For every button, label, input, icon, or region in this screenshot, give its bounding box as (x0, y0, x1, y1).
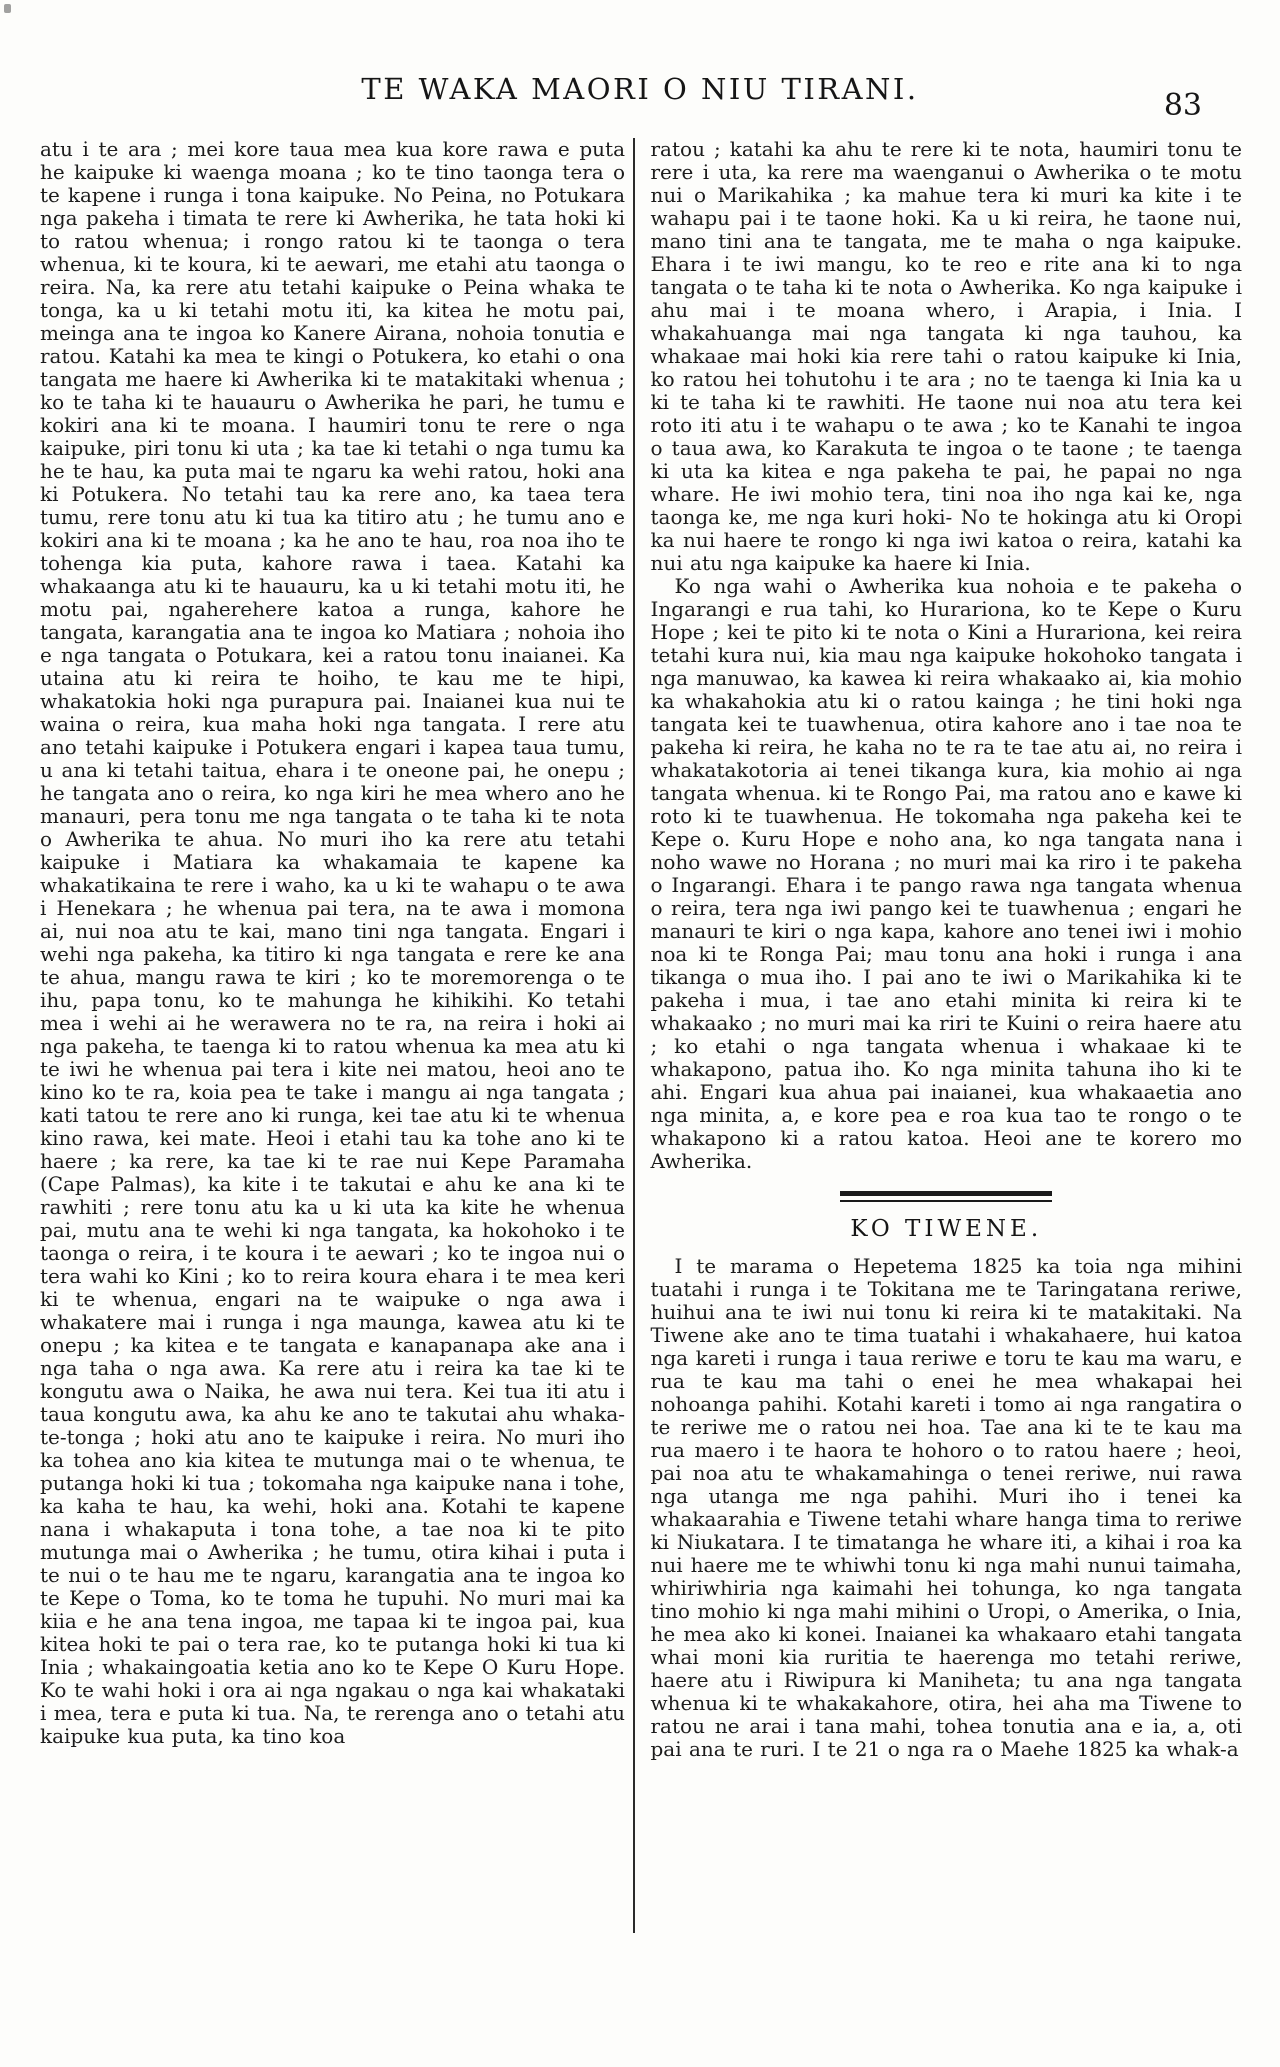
page-number: 83 (1163, 88, 1202, 123)
scan-artifact (4, 4, 11, 13)
right-column (651, 138, 1243, 1761)
article-paragraph: ratou ; katahi ka ahu te rere ki te nota, haumiri tonu te rere i uta, ka rere ma waenganui o Awherika o te motu nui o Marikahika ; ka mahue tera ki muri ka kite i te wahapu pai i te taone hoki. Ka u ki reira, he taone nui, mano tini ana te tangata, me te maha o nga kaipuke. Ehara i te iwi mangu, ko te reo e rite ana ki to nga tangata o te taha ki te nota o Awherika. Ko nga kaipuke i ahu mai i te moana whero, i Arapia, i Inia. I whakahuanga mai nga tangata ki nga tauhou, ka whakaae mai hoki kia rere tahi o ratou kaipuke ki Inia, ko ratou hei tohutohu i te ara ; no te taenga ki Inia ka u ki te taha ki te rawhiti. He taone nui noa atu tera kei roto iti atu i te wahapu o te awa ; ko te Kanahi te ingoa o taua awa, ko Karakuta te ingoa o te taone ; te taenga ki uta ka kitea e nga pakeha te pai, he papai no nga whare. He iwi mohio tera, tini noa iho nga kai ke, nga taonga ke, me nga kuri hoki- No te hokinga atu ki Oropi ka nui haere te rongo ki nga iwi katoa o reira, katahi ka nui atu nga kaipuke ka haere ki Inia. (650, 137, 1242, 575)
section-divider-rule (840, 1191, 1052, 1202)
article-paragraph-continuation: atu i te ara ; mei kore taua mea kua kore rawa e puta he kaipuke ki waenga moana ; ko te tino taonga tera o te kapene i runga i tona kaipuke. No Peina, no Potukara nga pakeha i timata te rere ki Awherika, he tata hoki ki to ratou whenua; i rongo ratou ki te taonga o tera whenua, ki te koura, ki te aewari, me etahi atu taonga o reira. Na, ka rere atu tetahi kaipuke o Peina whaka te tonga, ka u ki tetahi motu iti, ka kitea he motu pai, meinga ana te ingoa ko Kanere Airana, nohoia tonutia e ratou. Katahi ka mea te kingi o Potukera, ko etahi o ona tangata me haere ki Awherika ki te matakitaki whenua ; ko te taha ki te hauauru o Awherika he pari, he tumu e kokiri ana ki te moana. I haumiri tonu te rere o nga kaipuke, piri tonu ki uta ; ka tae ki tetahi o nga tumu ka he te hau, ka puta mai te ngaru ka wehi ratou, hoki ana ki Potukera. No tetahi tau ka rere ano, ka taea tera tumu, rere tonu atu ki tua ka titiro atu ; he tumu ano e kokiri ana ki te moana ; ka he ano te hau, roa noa iho te tohenga kia puta, kahore rawa i taea. Katahi ka whakaanga atu ki te hauauru, ka u ki tetahi motu iti, he motu pai, ngaherehere katoa a runga, kahore he tangata, karangatia ana te ingoa ko Matiara ; nohoia iho e nga tangata o Potukara, kei a ratou tonu inaianei. Ka utaina atu ki reira te hoiho, te kau me te hipi, whakatokia hoki nga purapura pai. Inaianei kua nui te waina o reira, kua maha hoki nga tangata. I rere atu ano tetahi kaipuke i Potukera engari i kapea taua tumu, u ana ki tetahi taitua, ehara i te oneone pai, he onepu ; he tangata ano o reira, ko nga kiri he mea whero ano he manauri, pera tonu me nga tangata o te taha ki te nota o Awherika te ahua. No muri iho ka rere atu tetahi kaipuke i Matiara ka whakamaia te kapene ka whakatikaina te rere i waho, ka u ki te wahapu o te awa i Henekara ; he whenua pai tera, na te awa i momona ai, nui noa atu te kai, mano tini nga tangata. Engari i wehi nga pakeha, ka titiro ki nga tangata e rere ke ana te ahua, mangu rawa te kiri ; ko te moremorenga o te ihu, papa tonu, ko te mahunga he kihikihi. Ko tetahi mea i wehi ai he werawera no te ra, na reira i hoki ai nga pakeha, te taenga ki to ratou whenua ka mea atu ki te iwi he whenua pai tera i kite nei matou, heoi ano te kino ko te ra, koia pea te take i mangu ai nga tangata ; kati tatou te rere ano ki runga, kei tae atu ki te whenua kino rawa, kei mate. Heoi i etahi tau ka tohe ano ki te haere ; ka rere, ka tae ki te rae nui Kepe Paramaha (Cape Palmas), ka kite i te takutai e ahu ke ana ki te rawhiti ; rere tonu atu ka u ki uta ka kite he whenua pai, mutu ana te wehi ki nga tangata, ka hokohoko i te taonga o reira, i te koura i te aewari ; ko te ingoa nui o tera wahi ko Kini ; ko to reira koura ehara i te mea keri ki te whenua, engari na te waipuke o nga awa i whakatere mai i runga i nga maunga, kawea atu ki te onepu ; ka kitea e te tangata e kanapanapa ake ana i nga taha o nga awa. Ka rere atu i reira ka tae ki te kongutu awa o Naika, he awa nui tera. Kei tua iti atu i taua kongutu awa, ka ahu ke ano te takutai ahu whaka-te-tonga ; hoki atu ano te kaipuke i reira. No muri iho ka tohea ano kia kitea te mutunga mai o te whenua, te putanga hoki ki tua ; tokomaha nga kaipuke nana i tohe, ka kaha te hau, ka wehi, hoki ana. Kotahi te kapene nana i whakaputa i tona tohe, a tae noa ki te pito mutunga mai o Awherika ; he tumu, otira kihai i puta i te nui o te hau me te ngaru, karangatia ana te ingoa ko te Kepe o Toma, ko te toma he tupuhi. No muri mai ka kiia e he ana tena ingoa, me tapaa ki te ingoa pai, kua kitea hoki te pai o tera rae, ko te putanga hoki ki tua ki Inia ; whakaingoatia ketia ano ko te Kepe O Kuru Hope. Ko te wahi hoki i ora ai nga ngakau o nga kai whakataki i mea, tera e puta ki tua. Na, te rerenga ano o tetahi atu kaipuke kua puta, ka tino koa (40, 137, 625, 1748)
text-columns (40, 138, 1242, 1933)
article-paragraph: Ko nga wahi o Awherika kua nohoia e te pakeha o Ingarangi e rua tahi, ko Hurariona, ko te Kepe o Kuru Hope ; kei te pito ki te nota o Kini a Hurariona, kei reira tetahi kura nui, kia mau nga kaipuke hokohoko tangata i nga manuwao, ka kawea ki reira whakaako ai, kia mohio ka whakahokia atu ki o ratou kainga ; he tini hoki nga tangata kei te tuawhenua, otira kahore ano i tae noa te pakeha ki reira, he kaha no te ra te tae atu ai, no reira i whakatakotoria ai tenei tikanga kura, kia mohio ai nga tangata whenua. ki te Rongo Pai, ma ratou ano e kawe ki roto ki te tuawhenua. He tokomaha nga pakeha kei te Kepe o. Kuru Hope e noho ana, ko nga tangata nana i noho wawe no Horana ; no muri mai ka riro i te pakeha o Ingarangi. Ehara i te pango rawa nga tangata whenua o reira, tera nga iwi pango kei te tuawhenua ; engari he manauri te kiri o nga kapa, kahore ano tenei iwi i mohio noa ki te Ronga Pai; mau tonu ana hoki i runga i ana tikanga o mua iho. I pai ano te iwi o Marikahika ki te pakeha i mua, i tae ano etahi minita ki reira ki te whakaako ; no muri mai ka riri te Kuini o reira haere atu ; ko etahi o nga tangata whenua i whakaae ki te whakapono, patua iho. Ko nga minita tahuna iho ki te ahi. Engari kua ahua pai inaianei, kua whakaaetia ano nga minita, a, e kore pea e roa kua tao te rongo o te whakapono ki a ratou katoa. Heoi ane te korero mo Awherika. (650, 574, 1242, 1173)
left-column (40, 138, 625, 1748)
masthead-title: TE WAKA MAORI O NIU TIRANI. (361, 72, 919, 106)
column-divider-rule (633, 138, 635, 1933)
article-paragraph: I te marama o Hepetema 1825 ka toia nga mihini tuatahi i runga i te Tokitana me te Taringatana reriwe, huihui ana te iwi nui tonu ki reira ki te matakitaki. Na Tiwene ake ano te tima tuatahi i whakahaere, hui katoa nga kareti i runga i taua reriwe e toru te kau ma waru, e rua te kau ma tahi o enei he mea whakapai hei nohoanga pahihi. Kotahi kareti i tomo ai nga rangatira o te reriwe me o ratou nei hoa. Tae ana ki te te kau ma rua maero i te haora te hohoro o to ratou haere ; heoi, pai noa atu te whakamahinga o tenei reriwe, nui rawa nga utanga me nga pahihi. Muri iho i tenei ka whakaarahia e Tiwene tetahi whare hanga tima to reriwe ki Niukatara. I te timatanga he whare iti, a kihai i roa ka nui haere me te whiwhi tonu ki nga mahi nunui taimaha, whiriwhiria nga kaimahi hei tohunga, ko nga tangata tino mohio ki nga mahi mihini o Uropi, o Amerika, o Inia, he mea ako ki konei. Inaianei ka whakaaro etahi tangata whai moni kia ruritia te haerenga mo tetahi reriwe, haere atu i Riwipura ki Maniheta; tu ana nga tangata whenua ki te whakakahore, otira, hei aha ma Tiwene to ratou ne arai i tana mahi, tohea tonutia ana e ia, a, oti pai ana te ruri. I te 21 o nga ra o Maehe 1825 ka whak-a (650, 1254, 1242, 1761)
section-heading: KO TIWENE. (850, 1216, 1043, 1242)
